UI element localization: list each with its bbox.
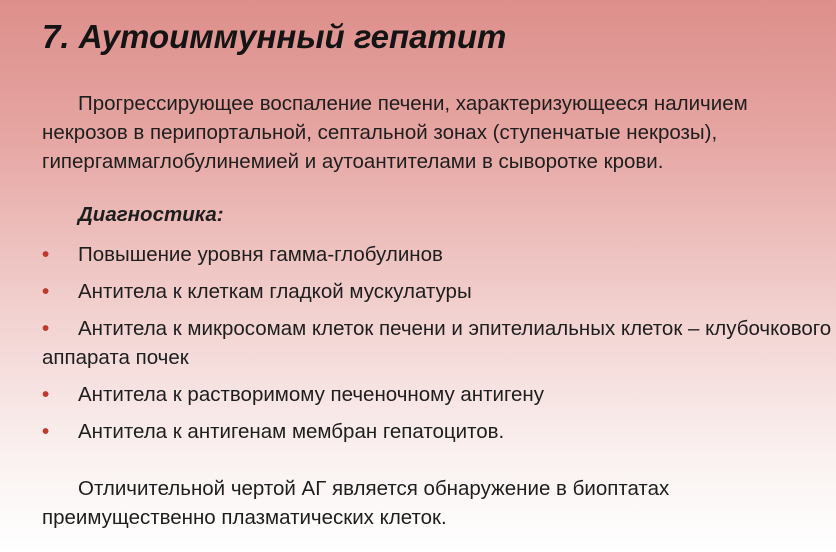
list-item-text: Антитела к антигенам мембран гепатоцитов. (78, 420, 505, 443)
bullet-icon: • (42, 280, 50, 303)
bullet-icon: • (42, 383, 50, 406)
list-item-text: Антитела к растворимому печеночному антигену (78, 383, 544, 406)
conclusion-paragraph (42, 474, 832, 532)
list-item (42, 314, 832, 372)
diagnostics-heading: Диагностика: (78, 203, 224, 226)
list-item (42, 240, 832, 269)
list-item-text: Повышение уровня гамма-глобулинов (78, 243, 443, 266)
conclusion-text: Отличительной чертой АГ является обнаружение в биоптатах преимущественно плазматических клеток. (42, 477, 670, 529)
intro-paragraph (42, 89, 832, 176)
bullet-icon: • (42, 243, 50, 266)
bullet-icon: • (42, 317, 50, 340)
list-item (42, 417, 832, 446)
bullet-icon: • (42, 420, 50, 443)
list-item-text: Антитела к микросомам клеток печени и эпителиальных клеток – клубочкового аппарата почек (42, 317, 832, 369)
list-item (42, 380, 832, 409)
intro-text: Прогрессирующее воспаление печени, характеризующееся наличием некрозов в перипортальной, септальной зонах (ступенчатые некрозы), гипергаммаглобулинемией и аутоантителами в сыворотке крови. (42, 92, 748, 173)
slide-title: 7. Аутоиммунный гепатит (42, 18, 507, 55)
list-item-text: Антитела к клеткам гладкой мускулатуры (78, 280, 472, 303)
list-item (42, 277, 832, 306)
diagnostics-list (42, 240, 832, 454)
